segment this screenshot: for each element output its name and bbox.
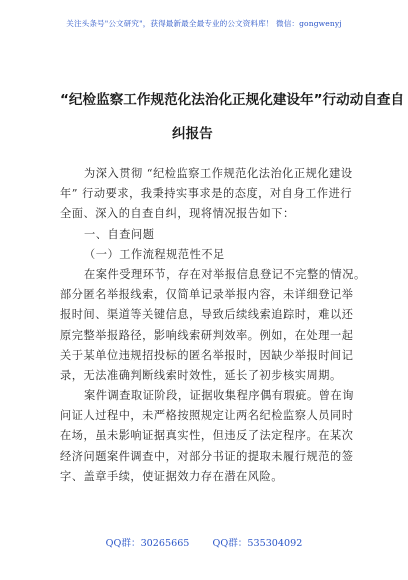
paragraph-line: 关于某单位违规招投标的匿名举报时，因缺少举报时间记 [60, 348, 354, 362]
qq-group-1: QQ群：30265665 [105, 538, 190, 549]
paragraph-line: 录，无法准确判断线索时效性，延长了初步核实周期。 [60, 368, 342, 382]
section-heading: 一、自查问题 [84, 227, 155, 241]
paragraph-line: 原完整举报路径，影响线索研判效率。例如，在处理一起 [60, 328, 354, 342]
paragraph-line: 在案件受理环节，存在对举报信息登记不完整的情况。 [84, 267, 366, 281]
paragraph-line: 在场，虽未影响证据真实性，但违反了法定程序。在某次 [60, 429, 354, 443]
paragraph-line: 经济问题案件调查中，对部分书证的提取未履行规范的签 [60, 449, 354, 463]
paragraph-line: 部分匿名举报线索，仅简单记录举报内容，未详细登记举 [60, 288, 354, 302]
intro-paragraph [60, 164, 366, 487]
paragraph-line: 报时间、渠道等关键信息，导致后续线索追踪时，难以还 [60, 308, 354, 322]
document-title-line-1: “纪检监察工作规范化法治化正规化建设年”行动动自查自 [60, 92, 405, 108]
intro-line: 为深入贯彻 “纪检监察工作规范化法治化正规化建设 [84, 167, 353, 180]
paragraph-line: 问证人过程中，未严格按照规定让两名纪检监察人员同时 [60, 409, 354, 423]
header-banner: 关注头条号"公文研究"，获得最新最全最专业的公文资料库！ 微信：gongwenyj [66, 19, 342, 28]
document-title-line-2: 纠报告 [172, 126, 213, 142]
paragraph-line: 字、盖章手续，使证据效力存在潜在风险。 [60, 469, 284, 483]
intro-line: 全面、深入的自查自纠，现将情况报告如下： [60, 207, 295, 221]
intro-line: 年” 行动要求，我秉持实事求是的态度，对自身工作进行 [60, 187, 353, 201]
footer-contacts [0, 535, 408, 549]
qq-group-2: QQ群：535304092 [212, 538, 303, 549]
subsection-heading: （一）工作流程规范性不足 [84, 247, 225, 261]
paragraph-line: 案件调查取证阶段，证据收集程序偶有瑕疵。曾在询 [84, 389, 354, 403]
